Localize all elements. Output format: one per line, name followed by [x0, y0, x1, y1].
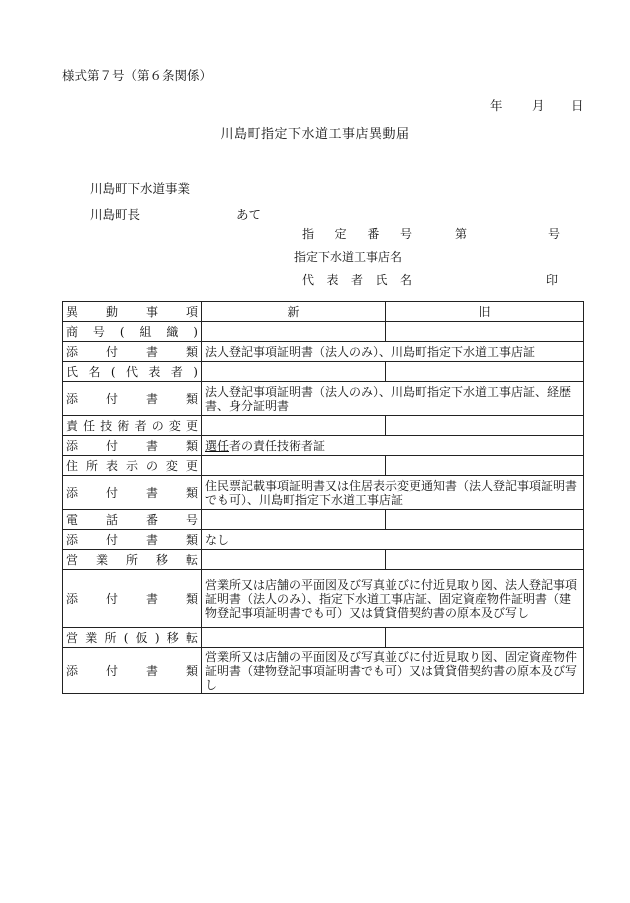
seal-mark[interactable]: 印 [546, 273, 559, 287]
change-item-label [63, 322, 202, 342]
attachment-documents [202, 570, 584, 628]
attachment-row [63, 476, 584, 510]
change-item-row [63, 456, 584, 476]
representative-label: 代 表 者 氏 名 [302, 273, 412, 287]
new-value-field[interactable] [202, 510, 386, 530]
attachment-text: 営業所又は店舗の平面図及び写真並びに付近見取り図、固定資産物件証明書（建物登記事項証明書でも可）又は賃貸借契約書の原本及び写し [205, 649, 578, 692]
form-number: 様式第７号（第６条関係） [62, 68, 213, 83]
change-item-row [63, 322, 584, 342]
old-value-field[interactable] [386, 510, 584, 530]
attachment-text: 者の責任技術者証 [229, 438, 326, 453]
old-value-field[interactable] [386, 628, 584, 648]
attachment-text: 法人登記事項証明書（法人のみ）、川島町指定下水道工事店証、経歴書、身分証明書 [205, 384, 572, 413]
change-item-row [63, 510, 584, 530]
change-item-label [63, 628, 202, 648]
change-item-label [63, 570, 202, 628]
change-item-text: 電 話 番 号 [66, 512, 198, 527]
change-item-label [63, 550, 202, 570]
number-prefix: 第 [455, 227, 468, 241]
change-item-text: 添 付 書 類 [66, 485, 198, 500]
change-item-text: 商 号 ( 組 織 ) [66, 324, 198, 339]
new-value-field[interactable] [202, 416, 386, 436]
old-value-field[interactable] [386, 456, 584, 476]
recipient-line-2: 川島町長 [90, 207, 141, 222]
change-item-text: 責 任 技 術 者 の 変 更 [66, 418, 198, 433]
change-item-label [63, 436, 202, 456]
change-item-label [63, 342, 202, 362]
date-year[interactable]: 年 [490, 98, 503, 113]
designation-number-label: 指 定 番 号 [302, 227, 412, 241]
attachment-documents [202, 648, 584, 694]
change-item-label [63, 476, 202, 510]
attachment-row [63, 436, 584, 456]
change-item-row [63, 362, 584, 382]
change-item-row [63, 416, 584, 436]
change-item-text: 添 付 書 類 [66, 591, 198, 606]
change-item-label [63, 382, 202, 416]
change-item-text: 営 業 所 移 転 [66, 552, 198, 567]
attachment-row [63, 530, 584, 550]
recipient-ate: あて [236, 207, 262, 222]
change-item-label [63, 302, 202, 322]
store-name-label: 指定下水道工事店名 [294, 250, 403, 264]
attachment-row [63, 382, 584, 416]
attachment-row [63, 342, 584, 362]
change-item-label [63, 416, 202, 436]
attachment-documents [202, 530, 584, 550]
change-item-label [63, 530, 202, 550]
recipient-line-1: 川島町下水道事業 [90, 181, 191, 196]
document-title: 川島町指定下水道工事店異動届 [220, 127, 410, 142]
attachment-text: 法人登記事項証明書（法人のみ）、川島町指定下水道工事店証 [205, 344, 536, 359]
change-item-text: 住 所 表 示 の 変 更 [66, 458, 198, 473]
date-day[interactable]: 日 [571, 98, 584, 113]
new-value-field[interactable] [202, 628, 386, 648]
change-item-text: 添 付 書 類 [66, 438, 198, 453]
attachment-documents [202, 476, 584, 510]
attachment-documents [202, 342, 584, 362]
attachment-documents [202, 382, 584, 416]
column-header-new: 新 [202, 302, 386, 322]
attachment-row [63, 648, 584, 694]
change-item-row [63, 550, 584, 570]
table-header-row [63, 302, 584, 322]
change-item-label [63, 510, 202, 530]
change-item-row [63, 628, 584, 648]
change-items-table [62, 301, 584, 694]
old-value-field[interactable] [386, 362, 584, 382]
date-month[interactable]: 月 [532, 98, 545, 113]
column-header-old: 旧 [386, 302, 584, 322]
change-item-label [63, 362, 202, 382]
change-item-text: 営 業 所 ( 仮 ) 移 転 [66, 630, 198, 645]
change-item-label [63, 648, 202, 694]
change-item-text: 氏 名 ( 代 表 者 ) [66, 364, 198, 379]
attachment-row [63, 570, 584, 628]
attachment-text: 住民票記載事項証明書又は住居表示変更通知書（法人登記事項証明書でも可）、川島町指定下水道工事店証 [205, 478, 578, 507]
old-value-field[interactable] [386, 550, 584, 570]
attachment-text: 営業所又は店舗の平面図及び写真並びに付近見取り図、法人登記事項証明書（法人のみ）、指定下水道工事店証、固定資産物件証明書（建物登記事項証明書でも可）又は賃貸借契約書の原本及び写し [205, 577, 578, 620]
attachment-text: なし [205, 532, 230, 547]
new-value-field[interactable] [202, 322, 386, 342]
number-suffix[interactable]: 号 [548, 227, 561, 241]
underlined-text: 選任 [205, 438, 230, 453]
change-item-text: 添 付 書 類 [66, 344, 198, 359]
new-value-field[interactable] [202, 362, 386, 382]
change-item-label [63, 456, 202, 476]
old-value-field[interactable] [386, 322, 584, 342]
old-value-field[interactable] [386, 416, 584, 436]
attachment-documents [202, 436, 584, 456]
change-item-text: 異 動 事 項 [66, 304, 198, 319]
new-value-field[interactable] [202, 456, 386, 476]
change-item-text: 添 付 書 類 [66, 532, 198, 547]
change-item-text: 添 付 書 類 [66, 663, 198, 678]
new-value-field[interactable] [202, 550, 386, 570]
change-item-text: 添 付 書 類 [66, 391, 198, 406]
